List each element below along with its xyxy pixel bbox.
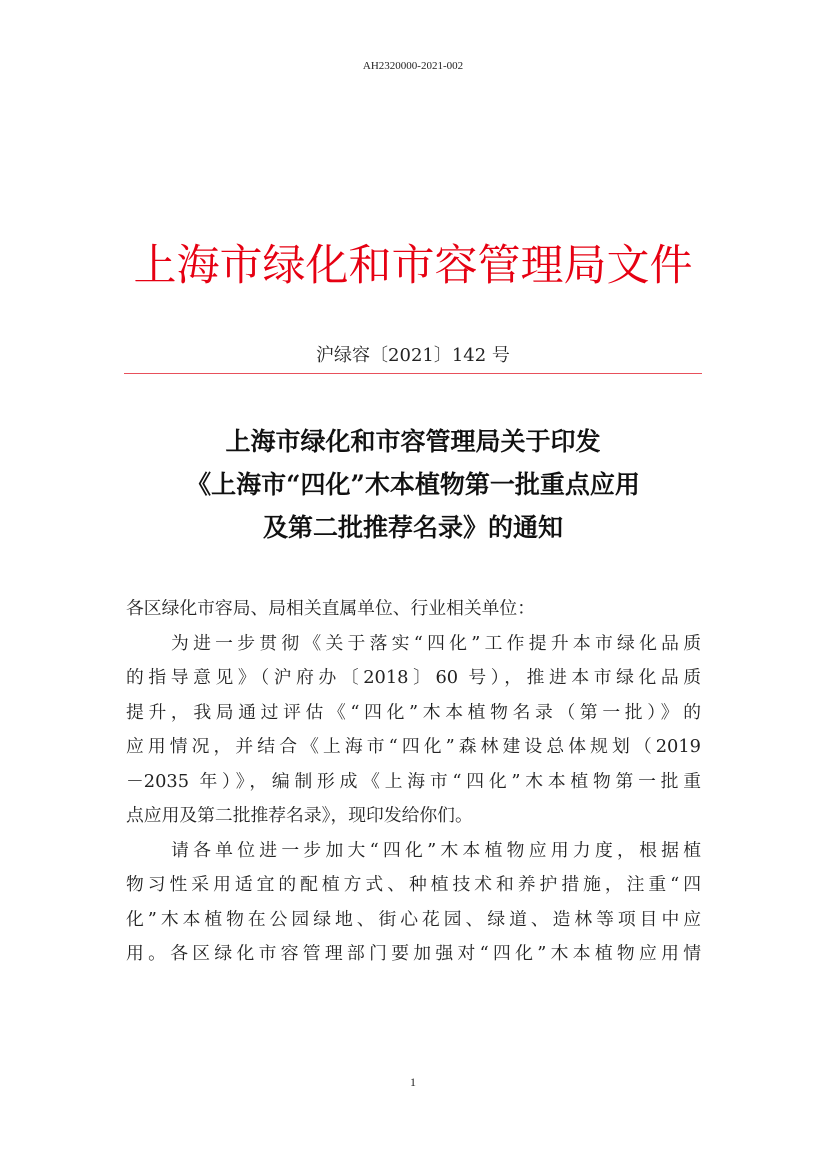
document-code: AH2320000-2021-002 <box>362 60 464 72</box>
salutation: 各区绿化市容局、局相关直属单位、行业相关单位： <box>126 598 535 619</box>
issuing-organization-title: 上海市绿化和市容管理局文件 <box>133 241 693 291</box>
notice-title-line-2: 《上海市“四化”木本植物第一批重点应用 <box>186 470 640 499</box>
paragraph-line: 用。各区绿化市容管理部门要加强对“四化”木本植物应用情 <box>126 943 701 964</box>
red-divider-line <box>124 373 702 374</box>
paragraph-1 <box>126 627 701 834</box>
paragraph-line: 提升，我局通过评估《“四化”木本植物名录（第一批）》的 <box>126 701 701 723</box>
body-text <box>126 592 701 972</box>
paragraph-line: 为进一步贯彻《关于落实“四化”工作提升本市绿化品质 <box>171 632 701 654</box>
notice-title-line-1: 上海市绿化和市容管理局关于印发 <box>225 427 601 456</box>
notice-title-line-3: 及第二批推荐名录》的通知 <box>262 513 563 542</box>
paragraph-line: －2035 年）》，编制形成《上海市“四化”木本植物第一批重 <box>126 770 701 792</box>
document-number: 沪绿容〔2021〕142 号 <box>316 345 510 366</box>
paragraph-line: 应用情况，并结合《上海市“四化”森林建设总体规划（2019 <box>126 736 701 757</box>
page-number: 1 <box>410 1075 416 1089</box>
paragraph-line: 请各单位进一步加大“四化”木本植物应用力度，根据植 <box>171 839 701 861</box>
notice-title <box>100 420 726 549</box>
paragraph-line: 化”木本植物在公园绿地、街心花园、绿道、造林等项目中应 <box>126 908 701 930</box>
paragraph-line: 的指导意见》（沪府办〔2018〕60 号），推进本市绿化品质 <box>126 667 701 688</box>
paragraph-2 <box>126 834 701 972</box>
paragraph-line: 点应用及第二批推荐名录》，现印发给你们。 <box>126 805 473 826</box>
paragraph-line: 物习性采用适宜的配植方式、种植技术和养护措施，注重“四 <box>126 874 701 895</box>
